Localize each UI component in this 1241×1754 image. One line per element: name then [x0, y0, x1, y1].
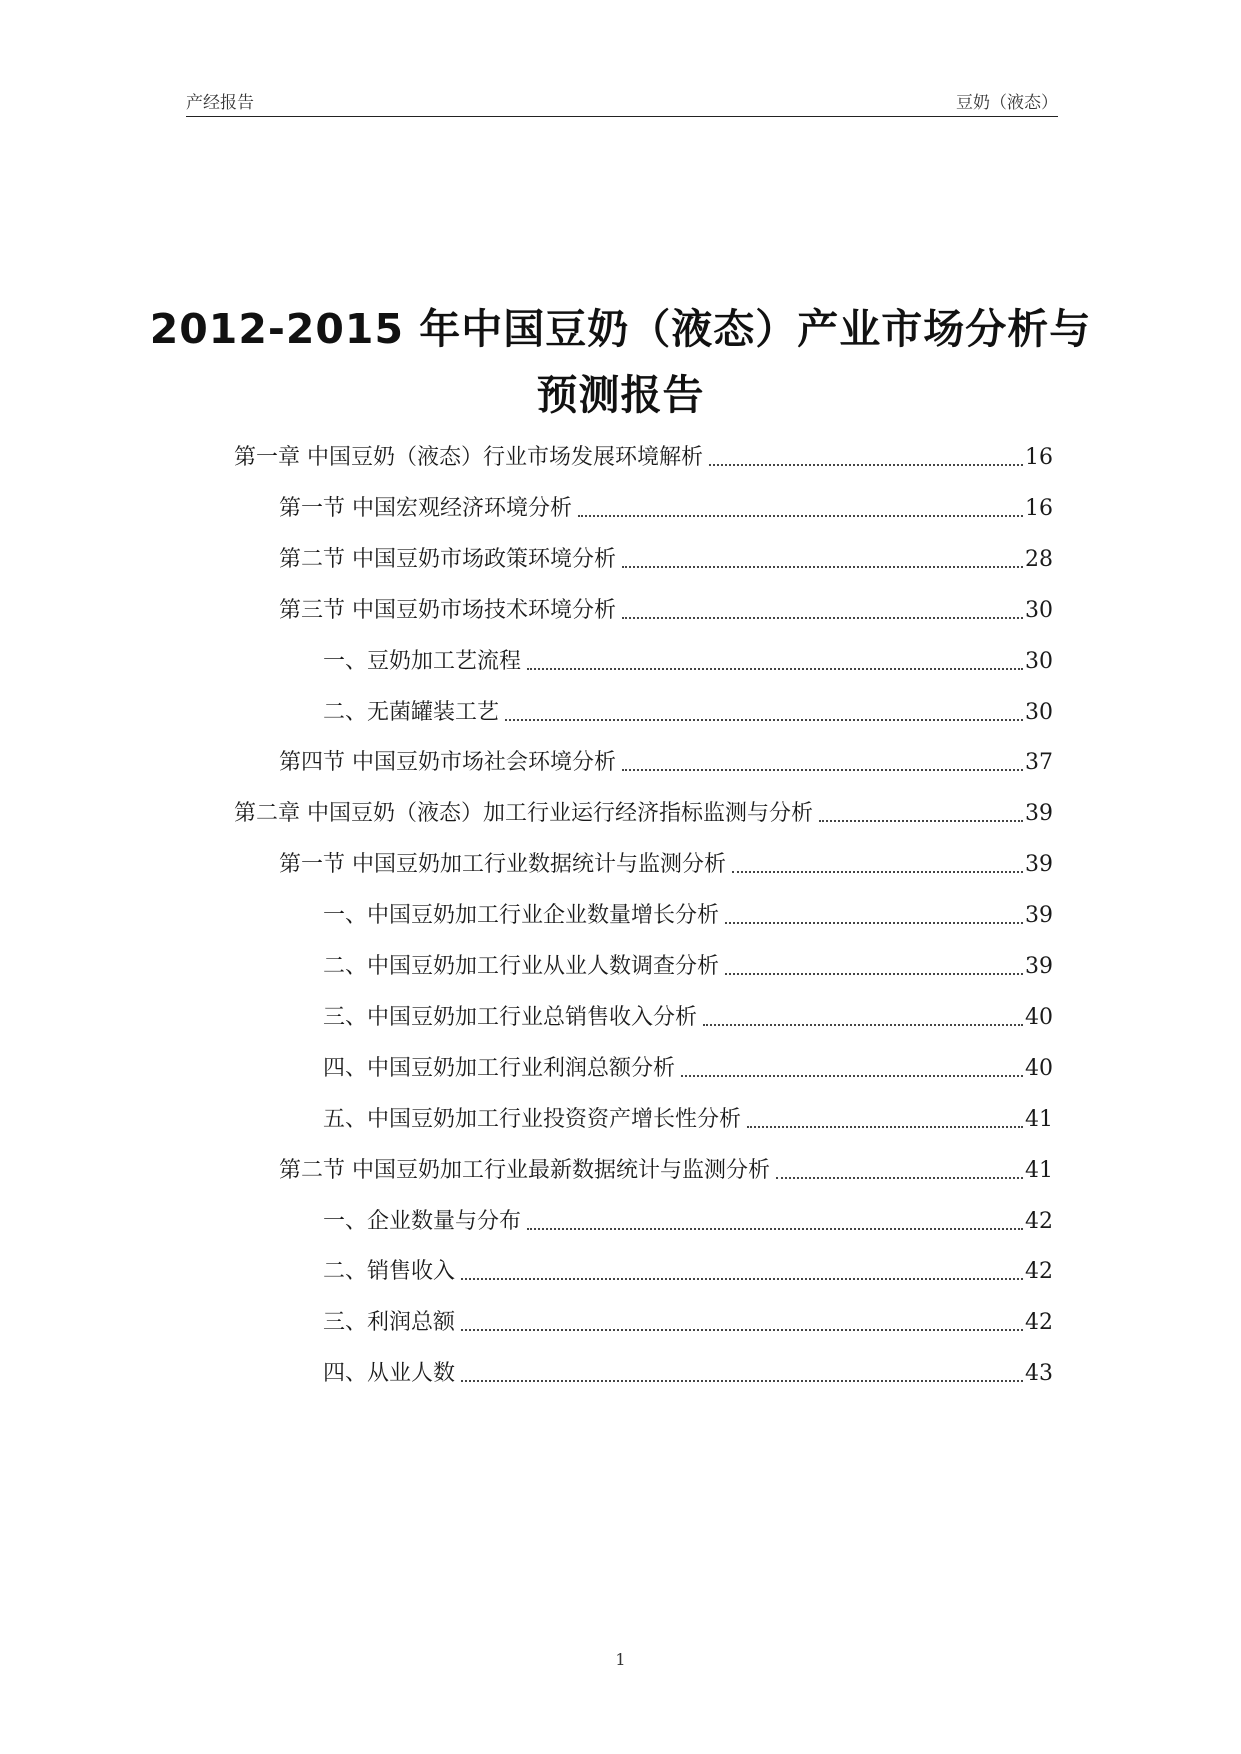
toc-dot-leader	[703, 1024, 1023, 1026]
toc-dot-leader	[776, 1177, 1023, 1179]
toc-dot-leader	[461, 1380, 1023, 1382]
toc-entry-page: 40	[1025, 1004, 1053, 1030]
toc-entry-page: 43	[1025, 1361, 1053, 1387]
toc-entry[interactable]	[323, 1358, 1053, 1390]
toc-dot-leader	[709, 464, 1023, 466]
toc-entry-page: 30	[1025, 597, 1053, 623]
page-number: 1	[615, 1650, 626, 1669]
toc-entry[interactable]	[323, 1256, 1053, 1288]
toc-entry-page: 16	[1025, 495, 1053, 521]
toc-entry-label: 一、豆奶加工艺流程	[323, 648, 522, 674]
toc-entry-label: 二、中国豆奶加工行业从业人数调查分析	[323, 954, 720, 979]
header-left-text: 产经报告	[186, 93, 254, 113]
toc-entry-page: 37	[1025, 750, 1053, 776]
toc-entry[interactable]	[279, 493, 1053, 525]
toc-entry[interactable]	[279, 1155, 1053, 1187]
toc-entry-label: 第三节 中国豆奶市场技术环境分析	[279, 597, 616, 623]
toc-entry-label: 三、利润总额	[323, 1310, 456, 1336]
toc-entry-label: 二、销售收入	[323, 1259, 456, 1285]
title-line-1: 2012-2015 年中国豆奶（液态）产业市场分析与	[149, 305, 1092, 353]
toc-entry-label: 四、从业人数	[323, 1361, 456, 1387]
toc-entry-page: 39	[1025, 801, 1053, 827]
toc-dot-leader	[461, 1278, 1023, 1280]
toc-dot-leader	[527, 668, 1023, 670]
toc-entry-label: 第二节 中国豆奶加工行业最新数据统计与监测分析	[279, 1157, 770, 1183]
toc-entry[interactable]	[279, 747, 1053, 779]
toc-entry-label: 第二节 中国豆奶市场政策环境分析	[279, 546, 616, 572]
toc-entry-page: 41	[1025, 1106, 1053, 1132]
toc-entry[interactable]	[279, 849, 1053, 881]
toc-dot-leader	[461, 1329, 1023, 1331]
toc-entry-page: 30	[1025, 648, 1053, 674]
toc-entry-label: 第一节 中国豆奶加工行业数据统计与监测分析	[279, 852, 726, 878]
toc-dot-leader	[622, 566, 1023, 568]
toc-dot-leader	[578, 515, 1023, 517]
toc-entry[interactable]	[323, 1206, 1053, 1238]
toc-entry[interactable]	[279, 595, 1053, 627]
toc-entry[interactable]	[323, 646, 1053, 678]
toc-entry-page: 16	[1025, 445, 1053, 470]
toc-dot-leader	[527, 1228, 1023, 1230]
toc-entry[interactable]	[323, 1053, 1053, 1085]
toc-entry[interactable]	[323, 1307, 1053, 1339]
toc-entry-page: 39	[1025, 903, 1053, 929]
toc-entry-page: 28	[1025, 546, 1053, 572]
toc-entry[interactable]	[323, 697, 1053, 729]
toc-entry-page: 40	[1025, 1055, 1053, 1081]
toc-entry[interactable]	[234, 798, 1053, 830]
toc-entry-page: 39	[1025, 954, 1053, 979]
toc-entry[interactable]	[323, 1104, 1053, 1136]
toc-entry-page: 42	[1025, 1310, 1053, 1336]
title-line-2: 预测报告	[536, 371, 705, 419]
toc-entry-page: 42	[1025, 1259, 1053, 1285]
toc-dot-leader	[622, 617, 1023, 619]
toc-entry-label: 五、中国豆奶加工行业投资资产增长性分析	[323, 1106, 742, 1132]
toc-dot-leader	[505, 719, 1023, 721]
toc-dot-leader	[622, 769, 1023, 771]
toc-entry-label: 第二章 中国豆奶（液态）加工行业运行经济指标监测与分析	[234, 801, 813, 827]
toc-entry-label: 三、中国豆奶加工行业总销售收入分析	[323, 1004, 698, 1030]
toc-dot-leader	[732, 871, 1023, 873]
toc-entry-label: 第一节 中国宏观经济环境分析	[279, 495, 572, 521]
toc-dot-leader	[681, 1075, 1023, 1077]
toc-dot-leader	[747, 1126, 1023, 1128]
toc-entry[interactable]	[323, 900, 1053, 932]
toc-dot-leader	[725, 922, 1023, 924]
toc-entry[interactable]	[279, 544, 1053, 576]
toc-dot-leader	[819, 820, 1023, 822]
toc-entry[interactable]	[234, 442, 1053, 474]
toc-entry-page: 39	[1025, 852, 1053, 878]
toc-entry[interactable]	[323, 1002, 1053, 1034]
toc-entry-label: 第四节 中国豆奶市场社会环境分析	[279, 750, 616, 776]
toc-dot-leader	[725, 973, 1023, 975]
toc-entry-label: 四、中国豆奶加工行业利润总额分析	[323, 1055, 676, 1081]
toc-entry-label: 二、无菌罐装工艺	[323, 699, 500, 725]
toc-entry-page: 42	[1025, 1208, 1053, 1234]
toc-entry-page: 30	[1025, 699, 1053, 725]
toc-entry-label: 第一章 中国豆奶（液态）行业市场发展环境解析	[234, 445, 703, 470]
header-right-text: 豆奶（液态）	[956, 93, 1058, 113]
toc-entry-page: 41	[1025, 1157, 1053, 1183]
toc-entry[interactable]	[323, 951, 1053, 983]
toc-entry-label: 一、企业数量与分布	[323, 1208, 522, 1234]
toc-entry-label: 一、中国豆奶加工行业企业数量增长分析	[323, 903, 720, 929]
